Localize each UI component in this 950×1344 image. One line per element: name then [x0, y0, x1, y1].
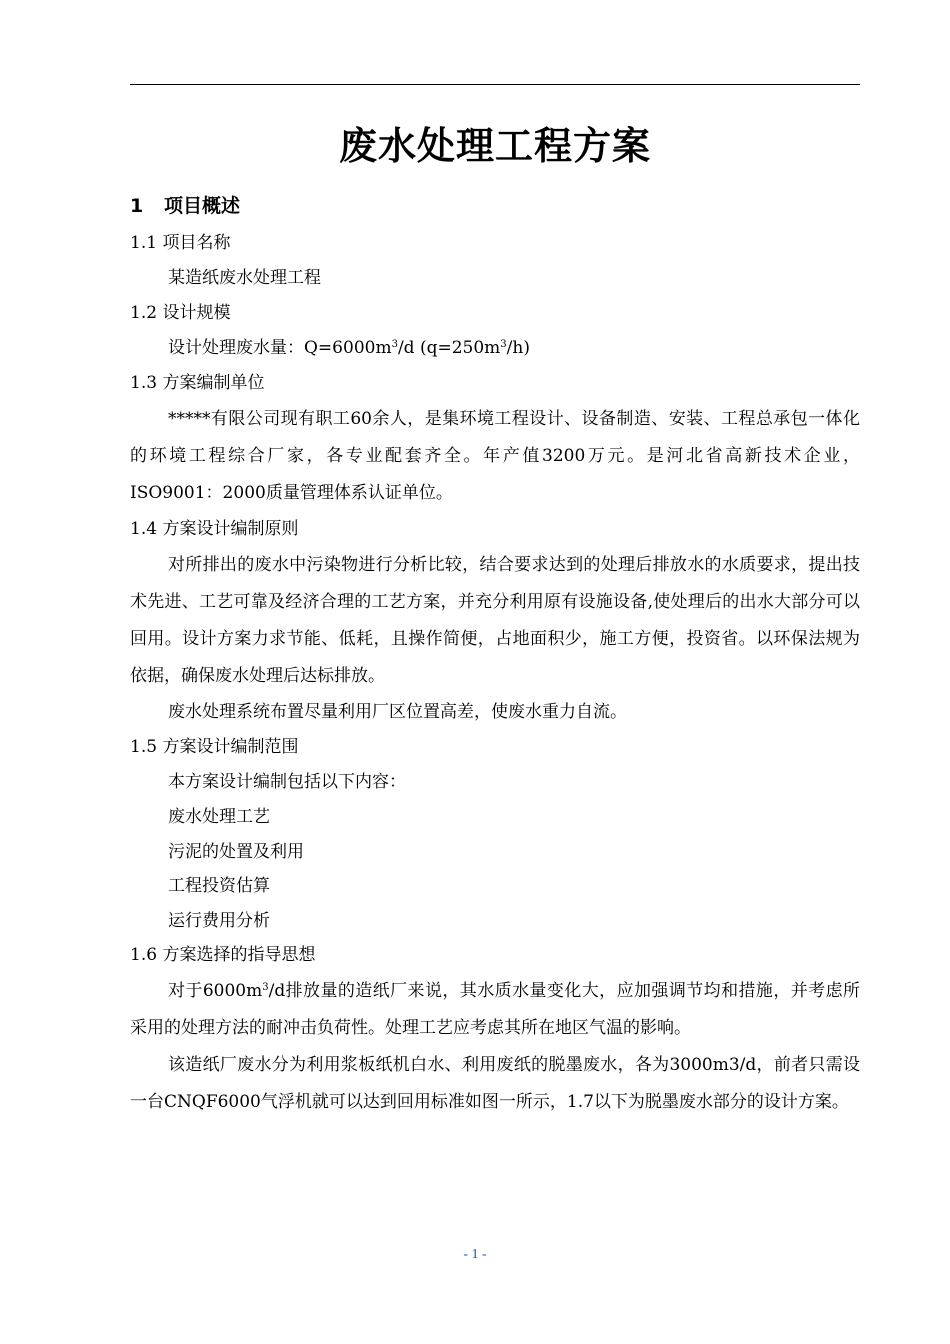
list-item: 污泥的处置及利用 — [168, 841, 304, 862]
guidance-paragraph-2: 该造纸厂废水分为利用浆板纸机白水、利用废纸的脱墨废水，各为3000m3/d，前者只需设一台CNQF6000气浮机就可以达到回用标准如图一所示，1.7以下为脱墨废水部分的设计方案。 — [130, 1055, 860, 1112]
page-number: - 1 - — [463, 1247, 487, 1262]
superscript: 3 — [391, 339, 398, 350]
document-body — [130, 188, 860, 1121]
header-rule — [130, 84, 860, 85]
guidance-paragraph-1 — [130, 973, 860, 1047]
list-item: 工程投资估算 — [168, 876, 270, 896]
subsection-heading-1-5: 1.5 方案设计编制范围 — [130, 737, 299, 757]
principles-paragraph-1: 对所排出的废水中污染物进行分析比较，结合要求达到的处理后排放水的水质要求，提出技术先进、工艺可靠及经济合理的工艺方案，并充分利用原有设施设备,使处理后的出水大部分可以回用。设计方案力求节能、低耗，且操作简便，占地面积少，施工方便，投资省。以环保法规为依据，确保废水处理后达标排放。 — [130, 555, 860, 686]
superscript: 3 — [500, 339, 507, 350]
guidance-text-part: 对于6000m — [168, 981, 263, 1001]
document-title: 废水处理工程方案 — [338, 124, 651, 168]
scope-intro: 本方案设计编制包括以下内容： — [168, 772, 406, 792]
section-title: 项目概述 — [164, 195, 241, 217]
subsection-heading-1-1: 1.1 项目名称 — [130, 233, 231, 253]
design-capacity-text — [130, 331, 860, 366]
guidance-text-part: /d排放量的造纸厂来说，其水质水量变化大，应加强调节均和措施，并考虑所采用的处理方法的耐冲击负荷性。处理工艺应考虑其所在地区气温的影响。 — [130, 981, 861, 1038]
capacity-text-part: /h) — [506, 338, 530, 358]
subsection-heading-1-6: 1.6 方案选择的指导思想 — [130, 945, 316, 965]
scope-list — [130, 800, 860, 938]
list-item: 废水处理工艺 — [168, 807, 270, 827]
list-item: 运行费用分析 — [168, 910, 270, 931]
capacity-text-part: 设计处理废水量：Q=6000m — [168, 338, 392, 358]
superscript: 3 — [262, 982, 269, 993]
subsection-heading-1-4: 1.4 方案设计编制原则 — [130, 519, 299, 539]
section-heading-1 — [130, 188, 860, 226]
section-number: 1 — [130, 195, 144, 217]
principles-paragraph-2: 废水处理系统布置尽量利用厂区位置高差，使废水重力自流。 — [168, 702, 627, 722]
project-name-text: 某造纸废水处理工程 — [168, 268, 321, 288]
capacity-text-part: /d (q=250m — [397, 338, 501, 358]
subsection-heading-1-3: 1.3 方案编制单位 — [130, 373, 265, 393]
company-paragraph: *****有限公司现有职工60余人，是集环境工程设计、设备制造、安装、工程总承包一体化的环境工程综合厂家，各专业配套齐全。年产值3200万元。是河北省高新技术企业，ISO9001：2000质量管理体系认证单位。 — [130, 409, 860, 503]
subsection-heading-1-2: 1.2 设计规模 — [130, 303, 231, 323]
